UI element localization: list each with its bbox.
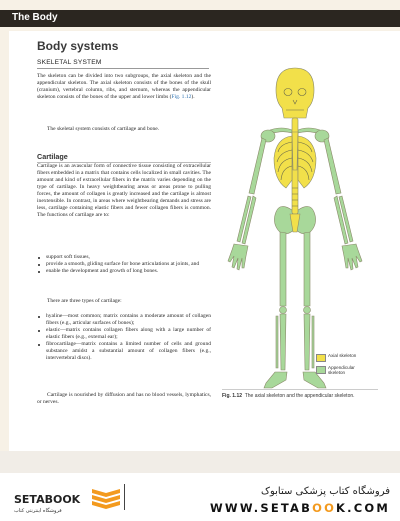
figure-caption [222,389,378,399]
brand-persian-name: فروشگاه کتاب پزشکی ستابوک [261,486,390,497]
list-item: hyaline—most common; matrix contains a moderate amount of collagen fibers (e.g., articular surfaces of bones); [37,313,211,327]
caption-number: Fig. 1.12 [222,393,243,399]
logo-wordmark: SETABOOK [14,493,81,506]
chapter-band [0,10,400,27]
intro-text-b: ). [191,94,195,101]
legend-label: Axial skeleton [328,353,357,358]
footer-fade [0,451,400,473]
section-title: Body systems [37,39,119,53]
skeleton-illustration [220,62,370,392]
legend-swatch-axial [316,354,326,362]
list-item: provide a smooth, gliding surface for bone articulations at joints, and [37,261,211,268]
intro-paragraph [37,73,211,101]
legend-label: Appendicular skeleton [328,365,355,376]
nourish-paragraph: Cartilage is nourished by diffusion and has no blood vessels, lymphatics, or nerves. [37,392,211,406]
cartilage-paragraph: Cartilage is an avascular form of connective tissue consisting of extracellular fibers embedded in a matrix that contains cells localized in small cavities. The amount and kind of extracellular fibers in the matrix varies depending on the type of cartilage. In heavy weightbearing areas or areas prone to pulling forces, the amount of collagen is greatly increased and the cartilage is almost inextensible. In contrast, in areas where weightbearing demands and stress are less, cartilage containing elastic fibers and fewer collagen fibers is common. The functions of cartilage are to: [37,163,211,219]
types-list [37,313,211,362]
book-icon [92,489,120,509]
list-item: support soft tissues, [37,254,211,261]
logo-subtitle: فروشگاه اینترنتی کتاب [14,508,62,514]
subsection-heading: SKELETAL SYSTEM [37,59,209,69]
legend-swatch-appendicular [316,366,326,374]
figure-reference-link[interactable]: Fig. 1.12 [171,94,192,101]
website-url[interactable] [158,501,390,515]
intro-text-a: The skeleton can be divided into two subgroups, the axial skeleton and the appendicular skeleton. The axial skeleton consists of the bones of the skull (cranium), vertebral column, ribs, and sternum, whereas the appendicular skeleton consists of the bones of the upper and lower limbs ( [37,73,211,101]
url-accent: OO [312,501,337,515]
setabook-logo[interactable] [12,483,122,515]
list-item: elastic—matrix contains collagen fibers along with a large number of elastic fibers (e.g., external ear); [37,327,211,341]
intro-paragraph-2: The skeletal system consists of cartilage and bone. [47,126,160,132]
functions-list [37,254,211,275]
list-item: fibrocartilage—matrix contains a limited number of cells and ground substance amidst a substantial amount of collagen fibers (e.g., intervertebral discs). [37,341,211,362]
url-part: K.COM [336,501,390,515]
caption-text: The axial skeleton and the appendicular skeleton. [244,393,355,399]
left-margin-strip [0,31,9,451]
chapter-header [0,0,400,31]
cartilage-heading: Cartilage [37,152,68,161]
types-intro: There are three types of cartilage: [47,298,122,304]
url-part: WWW.SETAB [210,501,313,515]
list-item: enable the development and growth of long bones. [37,268,211,275]
chapter-title: The Body [12,12,58,23]
footer-divider [124,484,125,510]
